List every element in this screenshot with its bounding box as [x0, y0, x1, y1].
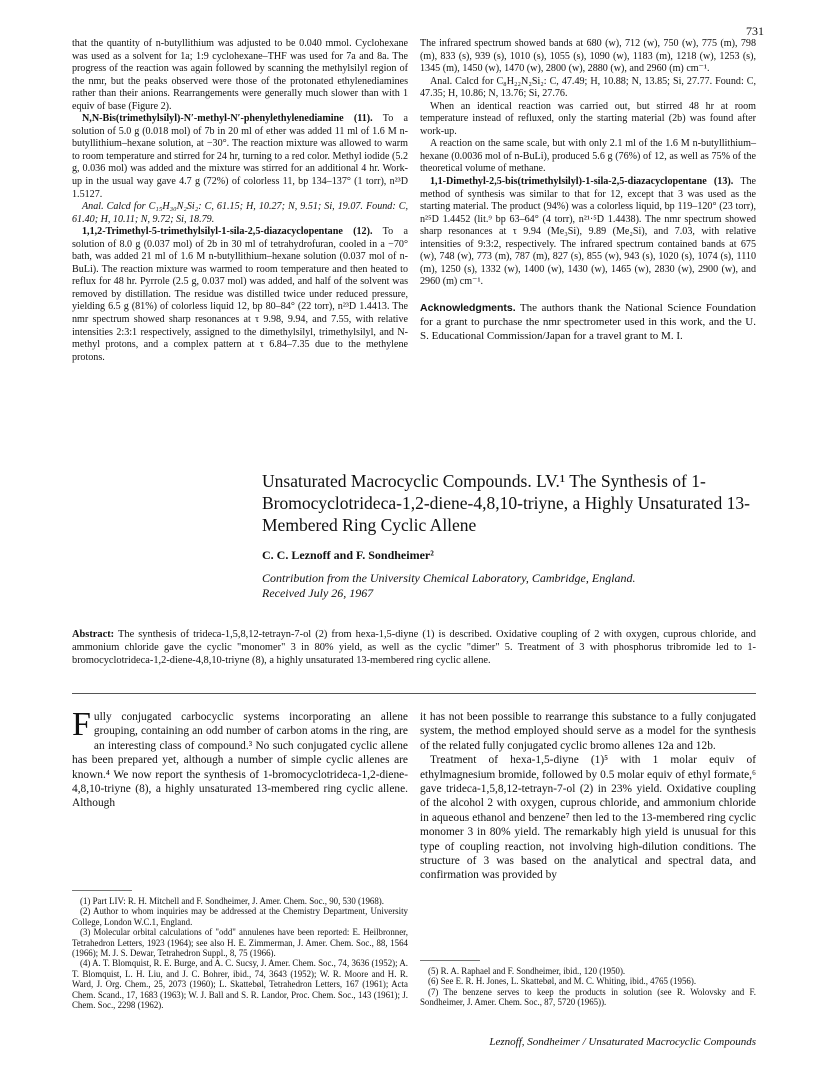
running-footer: Leznoff, Sondheimer / Unsaturated Macrocyclic Compounds — [489, 1036, 756, 1048]
footnotes-left — [72, 896, 408, 1010]
footnote-divider — [72, 890, 132, 891]
compound-heading: 1,1-Dimethyl-2,5-bis(trimethylsilyl)-1-sila-2,5-diazacyclopentane (13). — [430, 176, 734, 188]
article-title: Unsaturated Macrocyclic Compounds. LV.¹ The Synthesis of 1-Bromocyclotrideca-1,2-diene-4,8,10-triyne, a Highly Unsaturated 13-Membered Ring Cyclic Allene — [262, 471, 750, 535]
paragraph: Anal. Calcd for C₈H₂₂N₂Si₂: C, 47.49; H, 10.88; N, 13.85; Si, 27.77. Found: C, 47.35; H, 10.86; N, 13.76; Si, 27.76. — [420, 75, 756, 100]
footnote: (6) See E. R. H. Jones, L. Skattebøl, and M. C. Whiting, ibid., 4765 (1956). — [428, 976, 697, 987]
footnote-divider — [420, 960, 480, 961]
paragraph: Fully conjugated carbocyclic systems incorporating an allene grouping, containing an odd number of carbon atoms in the ring, are an interesting class of compound.³ No such conjugated cyclic allene has been prepared yet, although a number of simple cyclic allenes are known.⁴ We now report the synthesis of 1-bromocyclotrideca-1,2-diene-4,8,10-triyne (8), a highly unsaturated 13-membered ring cyclic allene. Although — [72, 706, 408, 810]
footnote: (3) Molecular orbital calculations of "odd" annulenes have been reported: E. Heilbronner, Tetrahedron Letters, 1923 (1964); see also H. E. Zimmerman, J. Amer. Chem. Soc., 88, 1564 (1966); M. J. S. Dewar, Tetrahedron Suppl., 8, 75 (1966). — [72, 927, 408, 959]
left-column-top — [72, 38, 408, 364]
footnote: (2) Author to whom inquiries may be addressed at the Chemistry Department, University College, London W.C.1, England. — [72, 906, 408, 927]
paragraph: 1,1,2-Trimethyl-5-trimethylsilyl-1-sila-2,5-diazacyclopentane (12). To a solution of 8.0 g (0.037 mol) of 2b in 30 ml of tetrahydrofuran, cooled in a −70° bath, was added 21 ml of 1.6 M n-butyllithium–hexane solution (0.037 mol of n-BuLi). The reaction mixture was warmed to room temperature and then heated to reflux for 48 hr. Pyrrole (2.5 g, 0.037 mol) was added, and half of the solvent was removed by distillation. The residue was distilled twice under reduced pressure, yielding 6.5 g (81%) of colorless liquid 12, bp 80–84° (22 torr), n²³D 1.4413. The nmr spectrum showed sharp resonances at τ 9.98, 9.94, and 7.55, with relative intensities 2:3:1 respectively, assigned to the dimethylsilyl, trimethylsilyl, and N-methyl protons, and a complex pattern at τ 6.84–7.35 due to the methylene protons. — [72, 226, 409, 363]
body-right-column — [420, 710, 756, 883]
drop-cap: F — [72, 706, 91, 743]
paragraph: Treatment of hexa-1,5-diyne (1)⁵ with 1 molar equiv of ethylmagnesium bromide, followed by 0.5 molar equiv of ethyl formate,⁶ gave trideca-1,5,8,12-tetrayn-7-ol (2) in 23% yield. Oxidative coupling of the alcohol 2 with oxygen, cuprous chloride, and ammonium chloride in aqueous ethanol and benzene⁷ then led to the 13-membered ring cyclic monomer 3 in 80% yield. The remarkably high yield is unusual for this type of coupling reaction, not involving high-dilution conditions. The structure of 3 was based on the analytical and spectral data, and confirmation was provided by — [420, 754, 756, 882]
footnotes-right — [420, 966, 756, 1008]
paragraph: 1,1-Dimethyl-2,5-bis(trimethylsilyl)-1-sila-2,5-diazacyclopentane (13). The method of synthesis was similar to that for 12, except that 3 was used as the starting material. The product (94%) was a colorless liquid, bp 119–120° (23 torr), n²⁵D 1.4452 (lit.⁹ bp 63–64° (4 torr), n²¹·⁵D 1.4438). The nmr spectrum showed sharp resonances at τ 9.94 (Me₃Si), 9.89 (Me₂Si), and 7.03, with relative intensities of 9:3:2, respectively. The infrared spectrum contained bands at 675 (w), 748 (w), 773 (m), 787 (m), 827 (s), 855 (w), 943 (s), 1020 (s), 1074 (s), 1110 (m), 1250 (s), 1332 (w), 1400 (w), 1430 (w), 1465 (w), 2830 (w), 2900 (w), and 2960 (m) cm⁻¹. — [420, 176, 757, 288]
analysis-text: Anal. Calcd for C₁₅H₃₀N₂Si₂: C, 61.15; H, 10.27; N, 9.51; Si, 19.07. Found: C, 61.40; H, 10.11; N, 9.72; Si, 18.79. — [72, 201, 408, 225]
compound-heading: N,N-Bis(trimethylsilyl)-N′-methyl-N′-phenylethylenediamine (11). — [82, 113, 373, 125]
paragraph: that the quantity of n-butyllithium was adjusted to be 0.040 mmol. Cyclohexane was used as a solvent for 1a; 1:9 cyclohexane–THF was used for 7a and 8a. The progress of the reaction was again followed by scanning the methylsilyl region of the nmr, but the peaks observed were those of the protonated ethylenediamines rather than their anions. Rearrangements were generally much slower than with 1 equiv of base (Figure 2). — [72, 38, 408, 112]
right-column-top — [420, 38, 756, 343]
footnote: (4) A. T. Blomquist, R. E. Burge, and A. C. Sucsy, J. Amer. Chem. Soc., 74, 3636 (1952); A. T. Blomquist, L. H. Liu, and J. C. Bohrer, ibid., 74, 3643 (1952); W. R. Moore and H. R. Ward, J. Org. Chem., 25, 2073 (1960); L. Skattebøl, Tetrahedron Letters, 167 (1961); Acta Chem. Scand., 17, 1683 (1963); W. J. Ball and S. R. Landor, Proc. Chem. Soc., 143 (1961); J. Chem. Soc., 2298 (1962). — [72, 958, 408, 1011]
paragraph: N,N-Bis(trimethylsilyl)-N′-methyl-N′-phenylethylenediamine (11). To a solution of 5.0 g (0.018 mol) of 7b in 20 ml of ether was added 11 ml of 1.6 M n-butyllithium–hexane solution, at −30°. The reaction mixture was allowed to warm to room temperature and stirred for 24 hr, turning to a red color. Methyl iodide (5.2 g, 0.036 mol) was added and the mixture was stirred for an additional 4 hr. Work-up in the usual way gave 4.7 g (72%) of colorless 11, bp 134–137° (1 torr), n²³D 1.5127. — [72, 113, 409, 200]
body-left-column — [72, 706, 408, 811]
compound-heading: 1,1,2-Trimethyl-5-trimethylsilyl-1-sila-2,5-diazacyclopentane (12). — [82, 226, 373, 238]
footnote: (5) R. A. Raphael and F. Sondheimer, ibid., 120 (1950). — [428, 966, 626, 976]
paragraph — [72, 201, 408, 226]
paragraph: The infrared spectrum showed bands at 680 (w), 712 (w), 750 (w), 775 (m), 798 (m), 833 (s), 939 (s), 1010 (s), 1055 (s), 1090 (w), 1183 (m), 1218 (w), 1253 (s), 1345 (m), 1450 (w), 1470 (w), 2800 (w), 2880 (w), and 2960 (m) cm⁻¹. — [420, 38, 756, 75]
paragraph: When an identical reaction was carried out, but stirred 48 hr at room temperature instead of refluxed, only the starting material (2b) was found after work-up. — [420, 100, 756, 137]
abstract: Abstract: The synthesis of trideca-1,5,8,12-tetrayn-7-ol (2) from hexa-1,5-diyne (1) is described. Oxidative coupling of 2 with oxygen, cuprous chloride, and ammonium chloride gave the cyclic "monomer" 3 in 80% yield, as well as the cyclic "dimer" 5. Treatment of 3 with phosphorus tribromide led to 1-bromocyclotrideca-1,2-diene-4,8,10-triyne (8), a highly unsaturated 13-membered ring cyclic allene. — [72, 629, 756, 666]
received-date: Received July 26, 1967 — [262, 586, 374, 600]
divider — [72, 693, 756, 694]
footnote: (7) The benzene serves to keep the products in solution (see R. Wolovsky and F. Sondheimer, J. Amer. Chem. Soc., 87, 5720 (1965)). — [420, 986, 756, 1008]
page-number: 731 — [746, 24, 764, 38]
acknowledgments: Acknowledgments. The authors thank the National Science Foundation for a grant to purchase the nmr spectrometer used in this work, and the U. S. Educational Commission/Japan for a travel grant to M. I. — [420, 301, 756, 342]
abstract-label: Abstract: — [72, 629, 115, 640]
article-header — [262, 470, 762, 601]
article-authors: C. C. Leznoff and F. Sondheimer² — [262, 548, 434, 562]
footnote: (1) Part LIV: R. H. Mitchell and F. Sondheimer, J. Amer. Chem. Soc., 90, 530 (1968). — [80, 896, 384, 906]
paragraph: it has not been possible to rearrange this substance to a fully conjugated system, the method employed should serve as a model for the synthesis of the related fully conjugated cyclic bromo allenes 12a and 12b. — [420, 711, 756, 752]
affiliation: Contribution from the University Chemical Laboratory, Cambridge, England. Received July 26, 1967 — [262, 571, 636, 600]
ack-heading: Acknowledgments. — [420, 301, 516, 314]
paragraph: A reaction on the same scale, but with only 2.1 ml of the 1.6 M n-butyllithium–hexane (0.0036 mol of n-BuLi), produced 5.6 g (76%) of 12, as well as 75% of the theoretical volume of methane. — [420, 138, 756, 175]
